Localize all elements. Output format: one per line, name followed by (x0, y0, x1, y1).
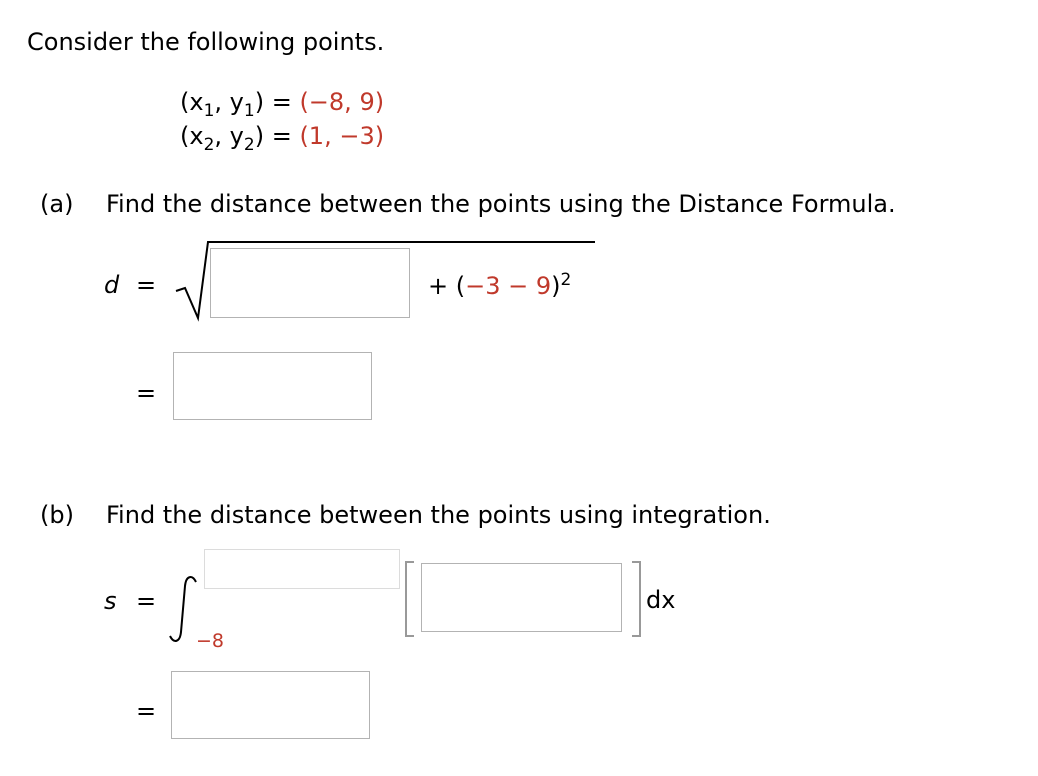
part-b-prompt: Find the distance between the points using integration. (106, 501, 771, 529)
part-a-equals-1: = (136, 271, 157, 299)
point-1 (180, 88, 385, 121)
right-bracket-icon (630, 560, 644, 640)
part-a-equals-2: = (136, 379, 157, 407)
point-1-label: ($x_1$, $y_1$) = (180, 88, 300, 121)
plus-open: + ( (428, 272, 466, 300)
point-2-value: (1, −3) (299, 122, 385, 150)
integrand-input[interactable] (421, 563, 622, 632)
intro-text: Consider the following points. (27, 28, 385, 56)
point-2-label: ($x_2$, $y_2$) = (180, 122, 300, 155)
given-term-value: −3 − 9 (465, 272, 552, 300)
dx-label: dx (646, 586, 676, 614)
squared-term (428, 270, 572, 300)
part-b-equals-1: = (136, 587, 157, 615)
integration-answer-input[interactable] (171, 671, 370, 739)
d-variable: d (104, 271, 120, 299)
part-a-label: (a) (40, 190, 74, 218)
exponent: 2 (560, 270, 572, 290)
point-1-value: (−8, 9) (299, 88, 385, 116)
left-bracket-icon (402, 560, 416, 640)
distance-answer-input[interactable] (173, 352, 372, 420)
point-2 (180, 122, 385, 155)
dx-squared-input[interactable] (210, 248, 410, 318)
part-a-prompt: Find the distance between the points using the Distance Formula. (106, 190, 896, 218)
lower-limit: −8 (196, 630, 225, 652)
s-variable: s (104, 587, 117, 615)
part-b-label: (b) (40, 501, 74, 529)
term-close: ) (551, 272, 561, 300)
part-b-equals-2: = (136, 697, 157, 725)
upper-limit-input[interactable] (204, 549, 400, 589)
